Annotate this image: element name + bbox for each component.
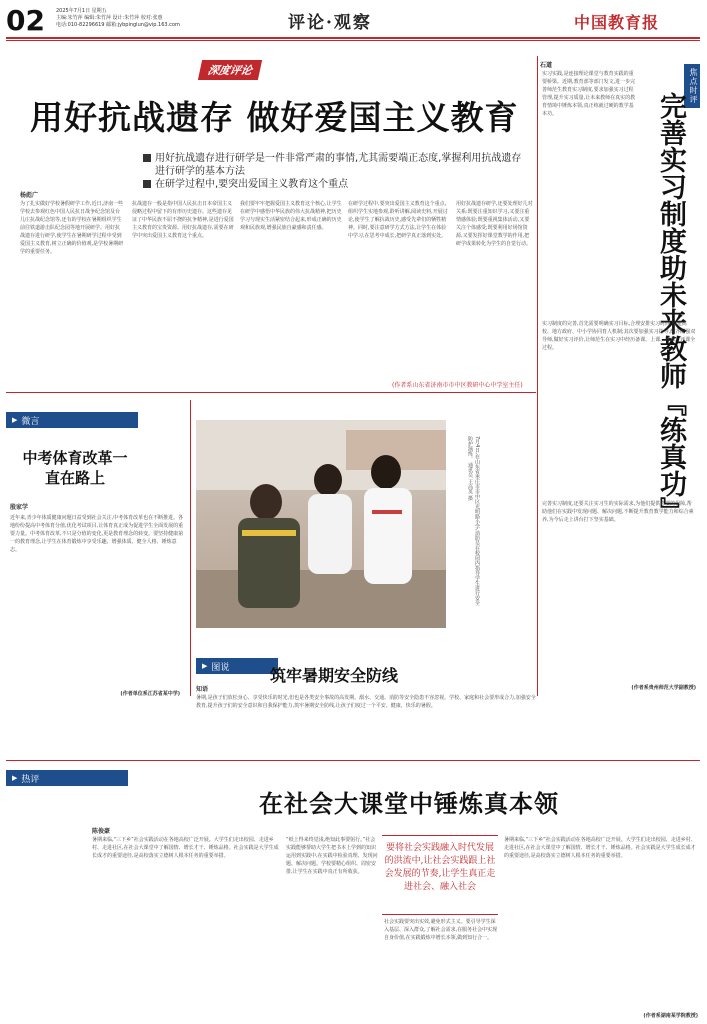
safety-drill-photo	[196, 420, 446, 628]
hot-callout: 要将社会实践融入时代发展的洪流中,让社会实践跟上社会发展的节奏,让学生真正走进社会、融入社会	[384, 843, 496, 892]
lead-body-col-2: 抗战遗存一般是指中国人民抗击日本帝国主义侵略过程中留下的有形历史遗存。这些遗存见证了中华民族不屈不挠的抗争精神,是进行爱国主义教育的宝贵资源。用好抗战遗存,需要在研学中突出爱国主义教育这个重点。	[132, 201, 234, 239]
editor-line: 主编:朱竹萍 编辑:朱竹萍 设计:朱竹萍 校对:张惠	[56, 15, 163, 21]
sidebar-author: 石道	[540, 62, 553, 69]
photo-title: 筑牢暑期安全防线	[270, 666, 399, 685]
hot-body-4: 暑期来临,“三下乡”社会实践活动在各地高校广泛开展。大学生们走出校园、走进乡村、走进社区,在社会大课堂中了解国情、增长才干、锤炼品格。社会实践是大学生成长成才的重要途径,是高校落实立德树人根本任务的重要举措。	[504, 837, 696, 859]
lead-title: 用好抗战遗存 做好爱国主义教育	[30, 98, 519, 137]
photo-author: 知语	[196, 686, 209, 693]
contact-line: 电话:010-82296619 邮箱:jybpinglun@vip.163.com	[56, 22, 180, 28]
arrow-right-icon: ▶	[202, 662, 208, 670]
lead-subtitle: 在研学过程中,要突出爱国主义教育这个重点	[143, 178, 523, 191]
photo-section-bar: ▶ 图说	[196, 658, 278, 674]
page-number: 02	[6, 4, 45, 37]
lead-body-col-4: 在研学过程中,要突出爱国主义教育这个重点,组织学生实地参观,聆听讲解,阅读史料,开展讨论,使学生了解抗战历史,感受先辈们的牺牲精神。同时,要注意研学方式方法,让学生在体验中学习,在思考中成长,把研学真正落到实处。	[348, 201, 448, 239]
sidebar-body-2: 实习制度的完善,首先需要明确实习目标,合理安排实习时间,构建高校、地方政府、中小学协同育人机制;其次要加强实习指导,配齐配强双导师,做好实习评价,让师范生在实习中经历备课、上课、听课、评课全过程。	[542, 321, 696, 351]
section-divider	[6, 760, 700, 761]
photo-credit: 通讯员 王高英 摄	[467, 462, 473, 501]
photo-body: 暑期,是孩子们放松身心、享受快乐的时光,但也是各类安全事故的高发期。溺水、交通、消防等安全隐患不容忽视。学校、家庭和社会要形成合力,加强安全教育,提升孩子们的安全意识和自我保护能力,筑牢暑期安全防线,让孩子们度过一个平安、健康、快乐的暑假。	[196, 695, 536, 709]
square-bullet-icon	[143, 154, 151, 162]
sidebar-tag: 焦点时评	[684, 64, 700, 108]
photo-caption: 7月4日,在山东省枣庄市市中区光明路小学,消防员在校园内指导学生进行安全防护演练。 通讯员 王高英 摄	[467, 436, 480, 606]
arrow-right-icon: ▶	[12, 774, 18, 782]
micro-section-bar: ▶ 微言	[6, 412, 138, 428]
issue-date: 2025年7月1日 星期五	[56, 8, 107, 14]
hot-footer: (作者系湖南某学院教授)	[643, 1013, 698, 1019]
masthead-rule-thin	[6, 40, 700, 41]
hot-title: 在社会大课堂中锤炼真本领	[259, 789, 559, 818]
newspaper-brand: 中国教育报	[574, 13, 660, 32]
section-title: 评论·观察	[288, 13, 372, 33]
hot-author: 陈俊豪	[92, 828, 111, 835]
micro-footer: (作者单位系江苏省某中学)	[120, 691, 180, 697]
lead-subtitle: 用好抗战遗存进行研学是一件非常严肃的事情,尤其需要端正态度,掌握利用抗战遗存进行研学的基本方法	[143, 152, 523, 178]
sidebar-body-1: 实习实践,是连接理论课堂与教育实践的重要桥梁。近期,教育部等部门发文,进一步完善师范生教育实习制度,要求加强实习过程管理,提升实习质量,让未来教师在真实的教育情境中锤炼本领,真正练就过硬的教学基本功。	[542, 71, 636, 117]
column-divider	[537, 56, 538, 696]
lead-byline: 杨彪广	[20, 192, 39, 199]
masthead-meta	[56, 8, 186, 29]
news-photo	[196, 420, 446, 628]
square-bullet-icon	[143, 180, 151, 188]
column-badge: 深度评论	[198, 60, 262, 80]
hot-body-1: 暑期来临,“三下乡”社会实践活动在各地高校广泛开展。大学生们走出校园、走进乡村、走进社区,在社会大课堂中了解国情、增长才干、锤炼品格。社会实践是大学生成长成才的重要途径,是高校落实立德树人根本任务的重要举措。	[92, 837, 279, 859]
sidebar-title: 完善实习制度助未来教师『练真功』	[655, 92, 686, 524]
hot-body-3: 社会实践要突出实效,避免形式主义。要引导学生深入基层、深入群众,了解社会需求,在服务社会中实现自身价值,在实践锻炼中增长本领,做到知行合一。	[384, 919, 498, 941]
arrow-right-icon: ▶	[12, 416, 18, 424]
lead-body-col-5: 用好抗战遗存研学,还要处理好几对关系:既要注重知识学习,又要注重情感体验;既要重视集体活动,又要关注个体感受;既要利用好场馆资源,又要发挥好课堂教学的作用,把研学成果转化为学生的自觉行动。	[456, 201, 533, 247]
micro-author: 殷家学	[10, 504, 29, 511]
hot-section-bar: ▶ 热评	[6, 770, 128, 786]
masthead-rule	[6, 37, 700, 39]
lead-subtitles	[143, 152, 523, 191]
micro-title: 中考体育改革一直在路上	[22, 449, 128, 487]
column-divider	[190, 400, 191, 696]
sidebar-footer: (作者系贵州师范大学副教授)	[631, 685, 696, 691]
lead-author-note: (作者系山东省济南市市中区教研中心中学室主任)	[392, 382, 523, 389]
lead-body-col-1: 为了扎实做好学校暑假研学工作,近日,济南一些学校去参观红色中国人民抗日战争纪念馆及台儿庄抗战纪念馆等,还有的学校在暑期组织学生前往铁道游击队纪念园等地开展研学。用好抗战遗存进行研学,使学生在暑期研学过程中受到爱国主义教育,树立正确的价值观,是学校暑期研学的重要任务。	[20, 201, 124, 255]
sidebar-body-3: 完善实习制度,还要关注实习生的实际需求,为他们提供必要的保障,帮助他们在实践中发现问题、解决问题,不断提升教育教学能力和综合素养,为今后走上讲台打下坚实基础。	[542, 501, 694, 523]
section-divider	[6, 392, 536, 393]
lead-body-col-3: 我们要牢牢把握爱国主义教育这个核心,让学生在研学中感悟中华民族的伟大抗战精神,把历史学习与现实生活紧密结合起来,形成正确的历史观和民族观,增强民族自豪感和责任感。	[240, 201, 342, 231]
hot-body-2: “纸上得来终觉浅,绝知此事要躬行。”社会实践能够帮助大学生把书本上学到的知识运用到实践中,在实践中检验真理、发现问题、解决问题。学校要精心组织、周密安排,让学生在实践中真正有所收获。	[286, 837, 378, 875]
micro-body: 近年来,青少年体质健康问题日益受到社会关注,中考体育改革也在不断推进。各地纷纷提高中考体育分值,优化考试项目,让体育真正成为促进学生全面发展的重要力量。中考体育改革,不只是分值的变化,更是教育理念的转变。要坚持健康第一的教育理念,让学生在体育锻炼中享受乐趣、增强体质、健全人格、锤炼意志。	[10, 515, 184, 553]
